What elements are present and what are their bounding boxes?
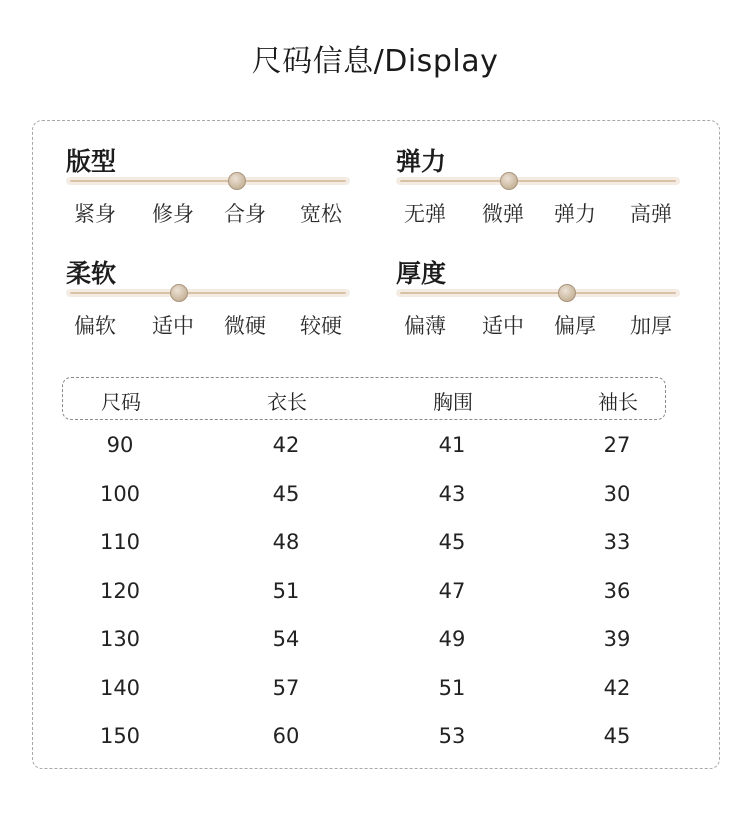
- table-cell: 51: [438, 675, 466, 700]
- table-cell: 36: [603, 578, 631, 603]
- table-cell: 100: [99, 481, 141, 506]
- table-row: [0, 482, 750, 530]
- thickness-option: 偏薄: [404, 314, 446, 338]
- table-cell: 51: [272, 578, 300, 603]
- elasticity-option: 弹力: [554, 202, 596, 226]
- softness-option: 适中: [152, 314, 194, 338]
- table-cell: 45: [438, 530, 466, 554]
- table-cell: 27: [603, 433, 631, 457]
- softness-option: 微硬: [224, 314, 266, 338]
- table-row: [0, 627, 750, 675]
- header-size: 尺码: [101, 390, 141, 414]
- elasticity-label: 弹力: [396, 147, 447, 176]
- softness-option: 偏软: [74, 314, 116, 338]
- table-cell: 48: [272, 530, 300, 554]
- thickness-option: 偏厚: [554, 314, 596, 338]
- thickness-label: 厚度: [396, 259, 447, 288]
- softness-label: 柔软: [66, 259, 117, 288]
- softness-slider-track: [66, 289, 350, 297]
- table-row: [0, 433, 750, 481]
- table-cell: 150: [99, 724, 141, 748]
- table-row: [0, 530, 750, 578]
- header-length: 衣长: [267, 390, 307, 414]
- table-cell: 41: [438, 433, 466, 457]
- table-cell: 60: [272, 724, 300, 748]
- table-cell: 45: [603, 724, 631, 748]
- table-cell: 110: [99, 530, 141, 554]
- table-cell: 54: [272, 627, 300, 651]
- table-row: [0, 724, 750, 772]
- elasticity-slider-knob: [500, 172, 518, 190]
- size-table-header: [62, 377, 666, 420]
- table-cell: 33: [603, 530, 631, 554]
- table-cell: 90: [106, 433, 134, 457]
- softness-option: 较硬: [300, 314, 342, 338]
- elasticity-option: 微弹: [482, 202, 524, 226]
- table-cell: 47: [438, 578, 466, 603]
- thickness-option: 加厚: [630, 314, 672, 338]
- table-cell: 53: [438, 724, 466, 748]
- fit-label: 版型: [66, 147, 117, 176]
- table-cell: 42: [603, 675, 631, 700]
- table-cell: 140: [99, 675, 141, 700]
- fit-option: 修身: [152, 202, 194, 226]
- elasticity-option: 无弹: [404, 202, 446, 226]
- table-cell: 49: [438, 627, 466, 651]
- table-row: [0, 676, 750, 724]
- table-cell: 57: [272, 675, 300, 700]
- page-title: 尺码信息/Display: [251, 44, 499, 79]
- table-cell: 130: [99, 627, 141, 651]
- softness-slider-knob: [170, 284, 188, 302]
- table-cell: 120: [99, 578, 141, 603]
- fit-option: 宽松: [300, 202, 342, 226]
- table-cell: 45: [272, 481, 300, 506]
- table-cell: 39: [603, 627, 631, 651]
- table-cell: 30: [603, 481, 631, 506]
- header-chest: 胸围: [433, 390, 473, 414]
- fit-option: 紧身: [74, 202, 116, 226]
- table-cell: 43: [438, 481, 466, 506]
- fit-option: 合身: [224, 202, 266, 226]
- table-cell: 42: [272, 433, 300, 457]
- elasticity-option: 高弹: [630, 202, 672, 226]
- header-sleeve: 袖长: [598, 390, 638, 414]
- thickness-option: 适中: [482, 314, 524, 338]
- fit-slider-track: [66, 177, 350, 185]
- table-row: [0, 579, 750, 627]
- elasticity-slider-track: [396, 177, 680, 185]
- thickness-slider-track: [396, 289, 680, 297]
